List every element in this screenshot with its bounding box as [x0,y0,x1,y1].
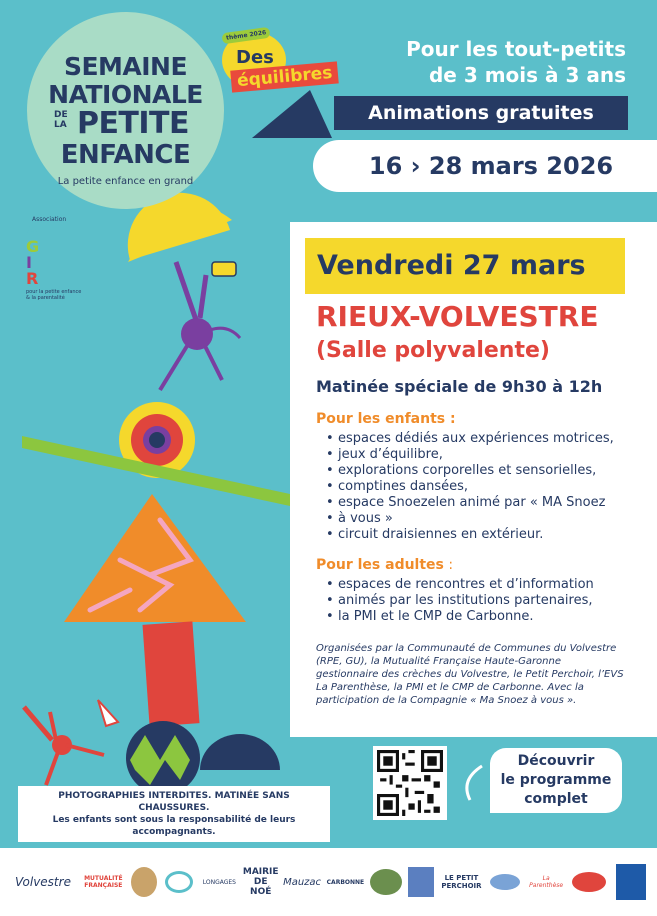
partner-logo-snoez [569,862,609,902]
discover-line-2: le programme [500,772,612,788]
logo-subtitle: La petite enfance en grand [57,176,194,187]
discover-program-link[interactable] [490,748,622,813]
ms-icon [408,867,434,897]
qr-code[interactable] [373,746,447,820]
adults-heading-colon: : [443,557,454,573]
caf-icon [616,864,646,900]
navy-triangle-shape [252,90,332,138]
asso-letter-r: R [26,269,39,288]
theme-equilibres: équilibres [230,61,339,92]
event-logo [27,12,224,209]
notice-line-1: PHOTOGRAPHIES INTERDITES. MATINÉE SANS CHAUSSURES. [58,791,290,813]
event-city: RIEUX-VOLVESTRE [316,300,599,333]
logo-word-semaine: SEMAINE [63,52,188,81]
association-logo [26,216,86,301]
partner-logo-ms [406,862,436,902]
event-venue: (Salle polyvalente) [316,338,550,363]
partner-logo-caf [613,862,649,902]
partner-logo-noe: MAIRIE DE NOÉ [242,867,279,897]
organisers-note: Organisées par la Communauté de Communes du Volvestre (RPE, GU), la Mutualité Française Haute-Garonne gestionnaire des crèches du Volvestre, le Petit Perchoir, l’EVS La Parenthèse, la PMI et le CMP de Carbonne. Avec la participation de la Compagnie « Ma Snoez à vous ». [316,643,624,706]
adults-activity-list [326,577,594,625]
bird-icon [490,874,520,890]
discover-line-1: Découvrir [517,753,595,769]
tagline-line-1: Pour les tout-petits [406,37,626,61]
event-hours: Matinée spéciale de 9h30 à 12h [316,377,603,396]
list-item-continuation [326,593,594,609]
logo-word-petite: PETITE [76,106,190,141]
safety-notice [18,786,330,842]
adults-line-3: la PMI et le CMP de Carbonne. [338,609,534,624]
notice-line-3: accompagnants. [132,827,216,837]
list-item-continuation [326,511,614,527]
partner-logos [0,848,657,916]
arrow-to-qr [467,766,482,800]
audience-tagline [330,36,626,88]
partner-logo-crest [129,862,159,902]
snoez-icon [572,872,606,892]
list-item: • espace Snoezelen animé par « MA Snoez [326,495,614,511]
crest-icon [131,867,157,897]
tagline-line-2: de 3 mois à 3 ans [428,63,626,87]
list-item-continuation-text: à vous » [338,511,393,526]
event-day: Vendredi 27 mars [305,238,625,294]
list-item: • jeux d’équilibre, [326,447,614,463]
date-range-pill: 16 › 28 mars 2026 [313,140,657,192]
logo-word-enfance: ENFANCE [60,140,191,170]
partner-logo-bird [487,862,523,902]
free-animations-band: Animations gratuites [334,96,628,130]
logo-word-dela: DE LA [54,110,68,130]
partner-logo-mauzac: Mauzac [283,876,322,888]
partner-logo-wave [162,862,196,902]
adults-line-2: animés par les institutions partenaires, [338,593,593,608]
list-item: • comptines dansées, [326,479,614,495]
children-activity-list [326,431,614,543]
association-label: Association [32,216,67,223]
discover-line-3: complet [524,791,588,807]
partner-logo-landscape [369,862,403,902]
list-item: • espaces dédiés aux expériences motrices, [326,431,614,447]
children-heading: Pour les enfants : [316,411,456,427]
list-item: • explorations corporelles et sensorielles, [326,463,614,479]
notice-line-2: Les enfants sont sous la responsabilité de leurs [52,815,296,825]
list-item: • circuit draisiennes en extérieur. [326,527,614,543]
list-item [326,577,594,593]
adults-heading-text: Pour les adultes [316,557,444,573]
theme-des: Des [236,47,274,68]
partner-logo-mutualite: MUTUALITÉ FRANÇAISE [84,875,123,889]
partner-logo-petit-perchoir: LE PETIT PERCHOIR [441,874,482,890]
theme-year-badge: thème 2026 [221,27,270,45]
navy-half-disc-shape [200,734,280,770]
partner-logo-volvestre: Volvestre [15,875,71,889]
red-rectangle-shape [143,621,200,726]
adults-heading [316,557,453,573]
red-figure-leg [24,707,52,740]
partner-logo-parenthese: La Parenthèse [529,875,564,889]
association-letters [26,223,86,287]
landscape-icon [370,869,402,895]
asso-letter-g: G [26,237,40,256]
asso-letter-i: I [26,253,32,272]
logo-word-nationale: NATIONALE [48,80,203,109]
purple-figure-leg [176,262,196,320]
asso-letter-a: A [26,221,39,240]
wave-icon [165,871,193,893]
orange-triangle-shape [64,494,246,622]
association-subtitle: pour la petite enfance & la parentalité [26,289,82,301]
list-item-continuation [326,609,594,625]
purple-figure-body [181,318,213,350]
partner-logo-longages: LONGAGES [202,878,236,886]
partner-logo-carbonne: CARBONNE [326,878,365,886]
adults-line-1: • espaces de rencontres et d’information [338,577,594,592]
yellow-head-shape [212,262,236,276]
